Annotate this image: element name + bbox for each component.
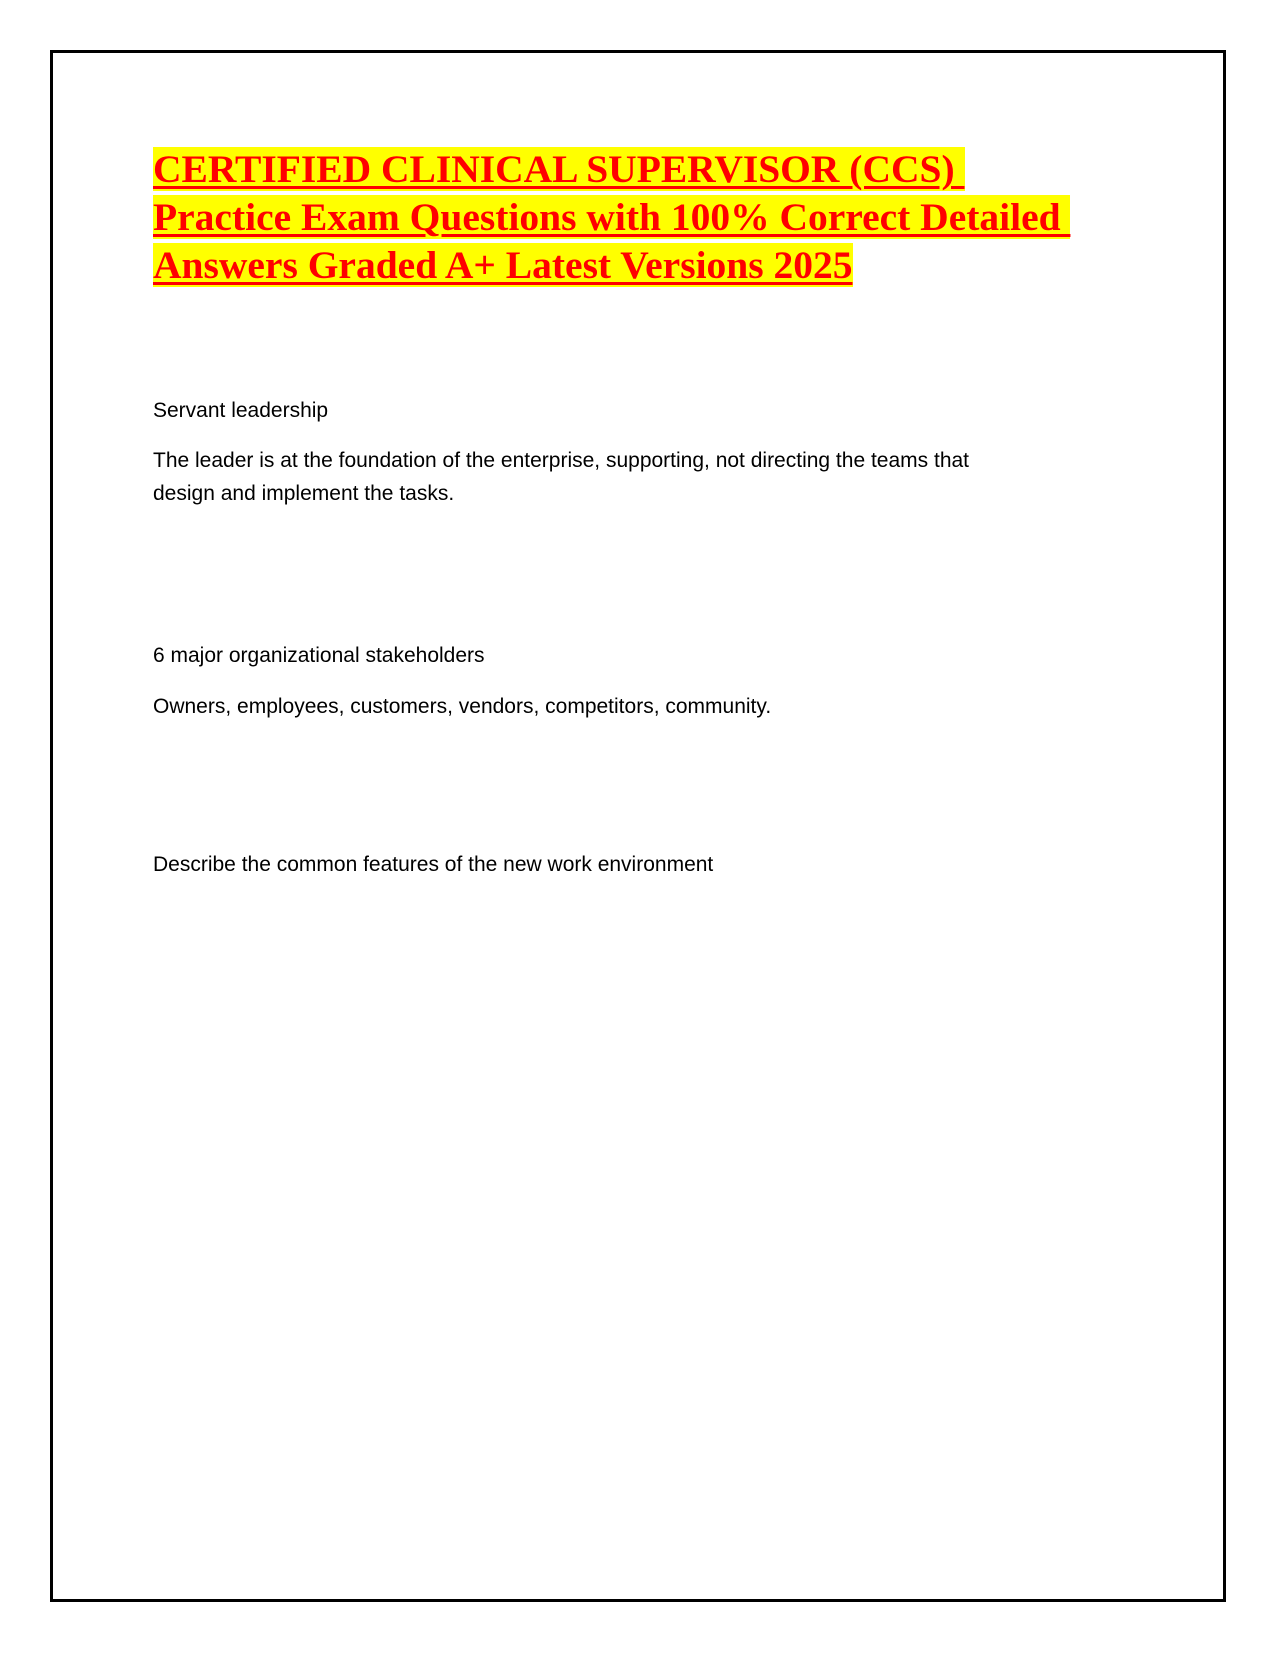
title-line-3: Answers Graded A+ Latest Versions 2025: [153, 243, 853, 287]
answer-2-line-1: Owners, employees, customers, vendors, competitors, community.: [153, 695, 772, 718]
document-title: [153, 145, 1163, 289]
question-1: Servant leadership: [153, 399, 329, 422]
title-line-2: Practice Exam Questions with 100% Correct Detailed: [153, 195, 1071, 239]
question-3: Describe the common features of the new work environment: [153, 853, 714, 876]
answer-1-line-1: The leader is at the foundation of the enterprise, supporting, not directing the teams that: [153, 449, 970, 472]
title-line-1: CERTIFIED CLINICAL SUPERVISOR (CCS): [153, 147, 965, 191]
document-page: [50, 50, 1226, 1602]
answer-1-line-2: design and implement the tasks.: [153, 482, 455, 505]
question-2: 6 major organizational stakeholders: [153, 644, 485, 667]
